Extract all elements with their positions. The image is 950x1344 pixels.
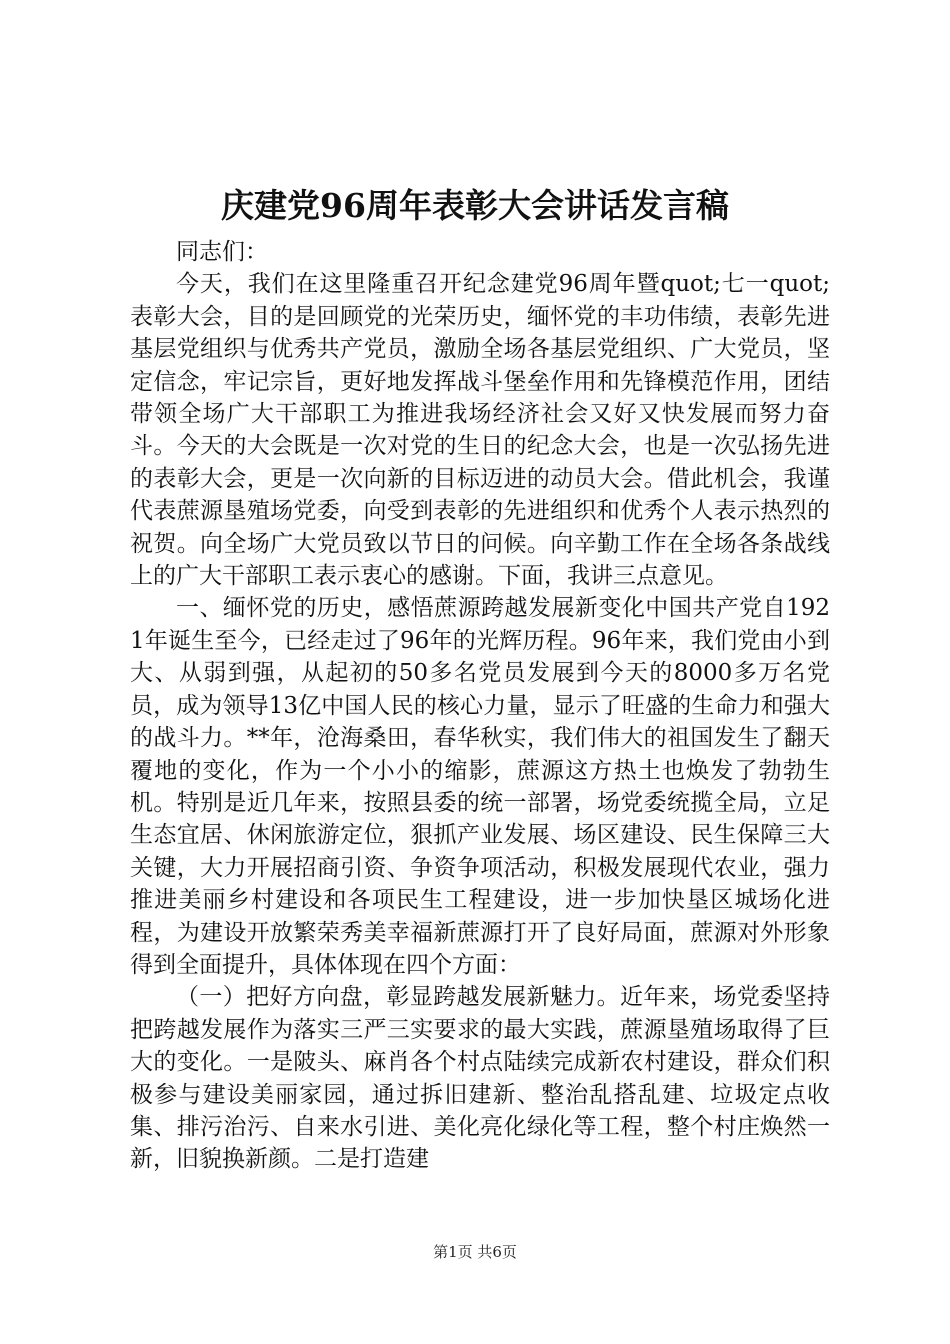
- document-body: [130, 236, 830, 1176]
- salutation-paragraph: 同志们：: [176, 239, 268, 265]
- page-footer: 第1页 共6页: [433, 1243, 517, 1261]
- body-paragraph: 一、缅怀党的历史，感悟蔗源跨越发展新变化中国共产党自1921年诞生至今，已经走过了96年的光辉历程。96年来，我们党由小到大、从弱到强，从起初的50多名党员发展到今天的8000多万名党员，成为领导13亿中国人民的核心力量，显示了旺盛的生命力和强大的战斗力。**年，沧海桑田，春华秋实，我们伟大的祖国发生了翻天覆地的变化，作为一个小小的缩影，蔗源这方热土也焕发了勃勃生机。特别是近几年来，按照县委的统一部署，场党委统揽全局，立足生态宜居、休闲旅游定位，狠抓产业发展、场区建设、民生保障三大关键，大力开展招商引资、争资争项活动，积极发展现代农业，强力推进美丽乡村建设和各项民生工程建设，进一步加快垦区城场化进程，为建设开放繁荣秀美幸福新蔗源打开了良好局面，蔗源对外形象得到全面提升，具体体现在四个方面：: [130, 595, 830, 978]
- body-paragraph: （一）把好方向盘，彰显跨越发展新魅力。近年来，场党委坚持把跨越发展作为落实三严三实要求的最大实践，蔗源垦殖场取得了巨大的变化。一是陂头、麻肖各个村点陆续完成新农村建设，群众们积极参与建设美丽家园，通过拆旧建新、整治乱搭乱建、垃圾定点收集、排污治污、自来水引进、美化亮化绿化等工程，整个村庄焕然一新，旧貌换新颜。二是打造建: [130, 984, 830, 1173]
- document-title: 庆建党96周年表彰大会讲话发言稿: [221, 186, 729, 225]
- body-paragraph: 今天，我们在这里隆重召开纪念建党96周年暨quot;七一quot;表彰大会，目的是回顾党的光荣历史，缅怀党的丰功伟绩，表彰先进基层党组织与优秀共产党员，激励全场各基层党组织、广大党员，坚定信念，牢记宗旨，更好地发挥战斗堡垒作用和先锋模范作用，团结带领全场广大干部职工为推进我场经济社会又好又快发展而努力奋斗。今天的大会既是一次对党的生日的纪念大会，也是一次弘扬先进的表彰大会，更是一次向新的目标迈进的动员大会。借此机会，我谨代表蔗源垦殖场党委，向受到表彰的先进组织和优秀个人表示热烈的祝贺。向全场广大党员致以节日的问候。向辛勤工作在全场各条战线上的广大干部职工表示衷心的感谢。下面，我讲三点意见。: [130, 271, 830, 590]
